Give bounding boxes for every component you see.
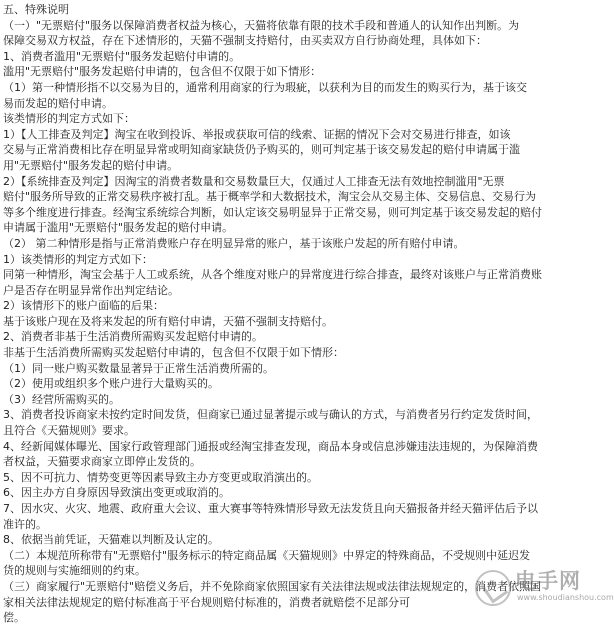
- document-line: 滥用"无票赔付"服务发起赔付申请的，包含但不仅限于如下情形：: [3, 65, 322, 79]
- document-line: （3）经营所需购买的。: [3, 392, 120, 406]
- document-line: 4、经新闻媒体曝光、国家行政管理部门通报或经淘宝排查发现，商品本身或信息涉嫌违法违规的，为保障消费: [3, 439, 538, 453]
- document-line: 家相关法律法规规定的赔付标准高于平台规则赔付标准的，消费者就赔偿不足部分可: [3, 595, 410, 609]
- document-line: 用"无票赔付"服务发起的赔付申请。: [3, 158, 179, 172]
- document-line: （2） 第二种情形是指与正常消费账户存在明显异常的账户，基于该账户发起的所有赔付申请。: [3, 236, 465, 250]
- site-watermark: [473, 567, 614, 609]
- document-line: 1）【人工排查及判定】淘宝在收到投诉、举报或获取可信的线索、证据的情况下会对交易进行排查，如该: [3, 127, 511, 141]
- document-body: [3, 2, 601, 626]
- document-line: 5、因不可抗力、情势变更等因素导致主办方变更或取消演出的。: [3, 470, 318, 484]
- document-line: （1）同一账户购买数量显著异于正常生活消费所需的。: [3, 361, 274, 375]
- document-line: 1、消费者滥用"无票赔付"服务发起赔付申请的。: [3, 49, 241, 63]
- document-line: （2）使用或组织多个账户进行大量购买的。: [3, 377, 219, 391]
- document-line: 同第一种情形，淘宝会基于人工或系统，从各个维度对账户的异常度进行综合排查，最终对该账户与正常消费账: [3, 268, 542, 282]
- document-line: 赔付"服务所导致的正常交易秩序被打乱。基于概率学和大数据技术，淘宝会从交易主体、交易信息、交易行为: [3, 190, 537, 204]
- document-line: 且符合《天猫规则》要求。: [3, 424, 135, 438]
- document-line: 准许的。: [3, 517, 47, 531]
- document-line: 保障交易双方权益，存在下述情形的，天猫不强制支持赔付，由买卖双方自行协商处理，具体如下：: [3, 34, 487, 48]
- document-line: （二）本规范所称带有"无票赔付"服务标示的特定商品属《天猫规则》中界定的特殊商品，不受规则中延迟发: [3, 548, 531, 562]
- document-line: 7、因水灾、火灾、地震、政府重大会议、重大赛事等特殊情形导致无法发货且向天猫报备并经天猫评估后予以: [3, 502, 538, 515]
- document-line: 非基于生活消费所需购买发起赔付申请的，包含但不仅限于如下情形：: [3, 346, 344, 360]
- document-line: 申请属于滥用"无票赔付"服务发起的赔付申请。: [3, 221, 234, 235]
- document-line: 8、依据当前凭证，天猫难以判断及认定的。: [3, 533, 219, 547]
- document-line: 3、消费者投诉商家未按约定时间发货，但商家已通过显著提示或与确认的方式，与消费者另行约定发货时间，: [3, 408, 538, 422]
- document-line: （一）"无票赔付"服务以保障消费者权益为核心，天猫将依靠有限的技术手段和普通人的认知作出判断。为: [3, 18, 520, 32]
- document-line: 交易与正常消费相比存在明显异常或明知商家缺货仍予购买的，则可判定基于该交易发起的赔付申请属于滥: [3, 143, 520, 157]
- document-line: 五、特殊说明: [3, 3, 69, 16]
- document-line: 6、因主办方自身原因导致演出变更或取消的。: [3, 486, 230, 500]
- document-line: （三）商家履行"无票赔付"赔偿义务后，并不免除商家依照国家有关法律法规或法律法规规定的，消费者依照国: [3, 579, 542, 593]
- document-line: 等多个维度进行排查。经淘宝系统综合判断，如认定该交易明显异于正常交易，则可判定基于该交易发起的赔付: [3, 205, 542, 219]
- watermark-name: 电手网: [515, 569, 581, 593]
- document-line: 该类情形的判定方式如下：: [3, 112, 135, 126]
- document-line: 2、消费者非基于生活消费所需购买发起赔付申请的。: [3, 330, 263, 344]
- document-line: 易而发起的赔付申请。: [3, 96, 113, 110]
- document-line: 货的规则与实施细则的约束。: [3, 564, 146, 578]
- document-line: 2）【系统排查及判定】因淘宝的消费者数量和交易数量巨大，仅通过人工排查无法有效地控制滥用"无票: [3, 174, 505, 188]
- document-line: 偿。: [3, 611, 25, 625]
- document-line: 者权益，天猫要求商家立即停止发货的。: [3, 455, 201, 469]
- document-line: 2）该情形下的账户面临的后果：: [3, 299, 164, 313]
- document-line: 户是否存在明显异常作出判定结论。: [3, 283, 179, 297]
- document-line: 基于该账户现在及将来发起的所有赔付申请，天猫不强制支持赔付。: [3, 314, 333, 328]
- watermark-url: www.shoudianshou.com: [517, 593, 614, 602]
- document-line: 1）该类情形的判定方式如下：: [3, 252, 153, 266]
- watermark-logo-icon: [475, 570, 511, 606]
- document-line: （1）第一种情形指不以交易为目的，通常利用商家的行为瑕疵，以获利为目的而发生的购买行为，基于该交: [3, 80, 527, 94]
